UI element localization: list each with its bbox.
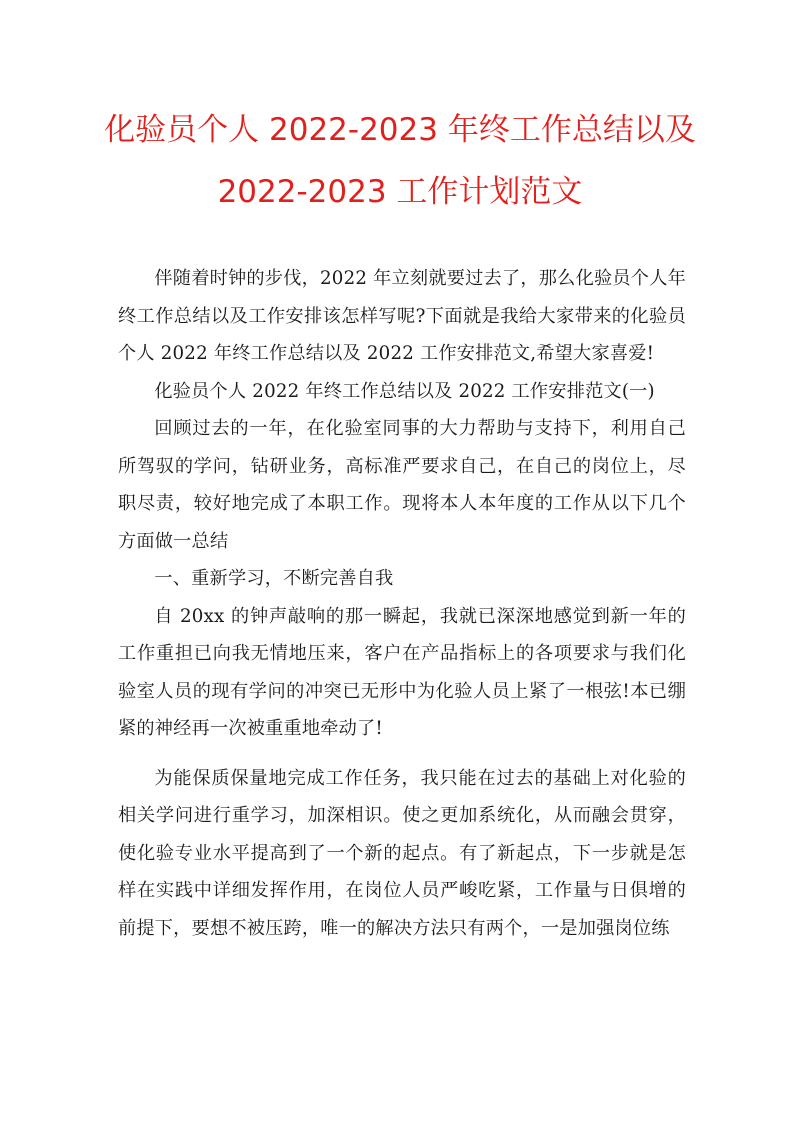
document-title-line-1: 化验员个人 2022-2023 年终工作总结以及: [104, 112, 696, 148]
section-heading-sample-one: 化验员个人 2022 年终工作总结以及 2022 工作安排范文(一): [154, 380, 655, 402]
pressure-paragraph: 自 20xx 的钟声敲响的那一瞬起，我就已深深地感觉到新一年的工作重担已向我无情地压来，客户在产品指标上的各项要求与我们化验室人员的现有学问的冲突已无形中为化验人员上紧了一根弦!本已绷紧的神经再一次被重重地牵动了!: [118, 605, 686, 739]
quality-paragraph: 为能保质保量地完成工作任务，我只能在过去的基础上对化验的相关学问进行重学习，加深相识。使之更加系统化，从而融会贯穿，使化验专业水平提高到了一个新的起点。有了新起点，下一步就是怎样在实践中详细发挥作用，在岗位人员严峻吃紧，工作量与日俱增的前提下，要想不被压跨，唯一的解决方法只有两个，一是加强岗位练: [118, 767, 686, 939]
document-title-line-2: 2022-2023 工作计划范文: [217, 174, 583, 210]
intro-paragraph: 伴随着时钟的步伐，2022 年立刻就要过去了，那么化验员个人年终工作总结以及工作安排该怎样写呢?下面就是我给大家带来的化验员个人 2022 年终工作总结以及 2022 工作安排范文,希望大家喜爱!: [118, 268, 686, 364]
section-heading-relearning: 一、重新学习，不断完善自我: [154, 568, 394, 589]
review-paragraph: 回顾过去的一年，在化验室同事的大力帮助与支持下，利用自己所驾驭的学问，钻研业务，高标准严要求自己，在自己的岗位上，尽职尽责，较好地完成了本职工作。现将本人本年度的工作从以下几个方面做一总结: [118, 418, 686, 552]
document-body: [118, 260, 686, 947]
